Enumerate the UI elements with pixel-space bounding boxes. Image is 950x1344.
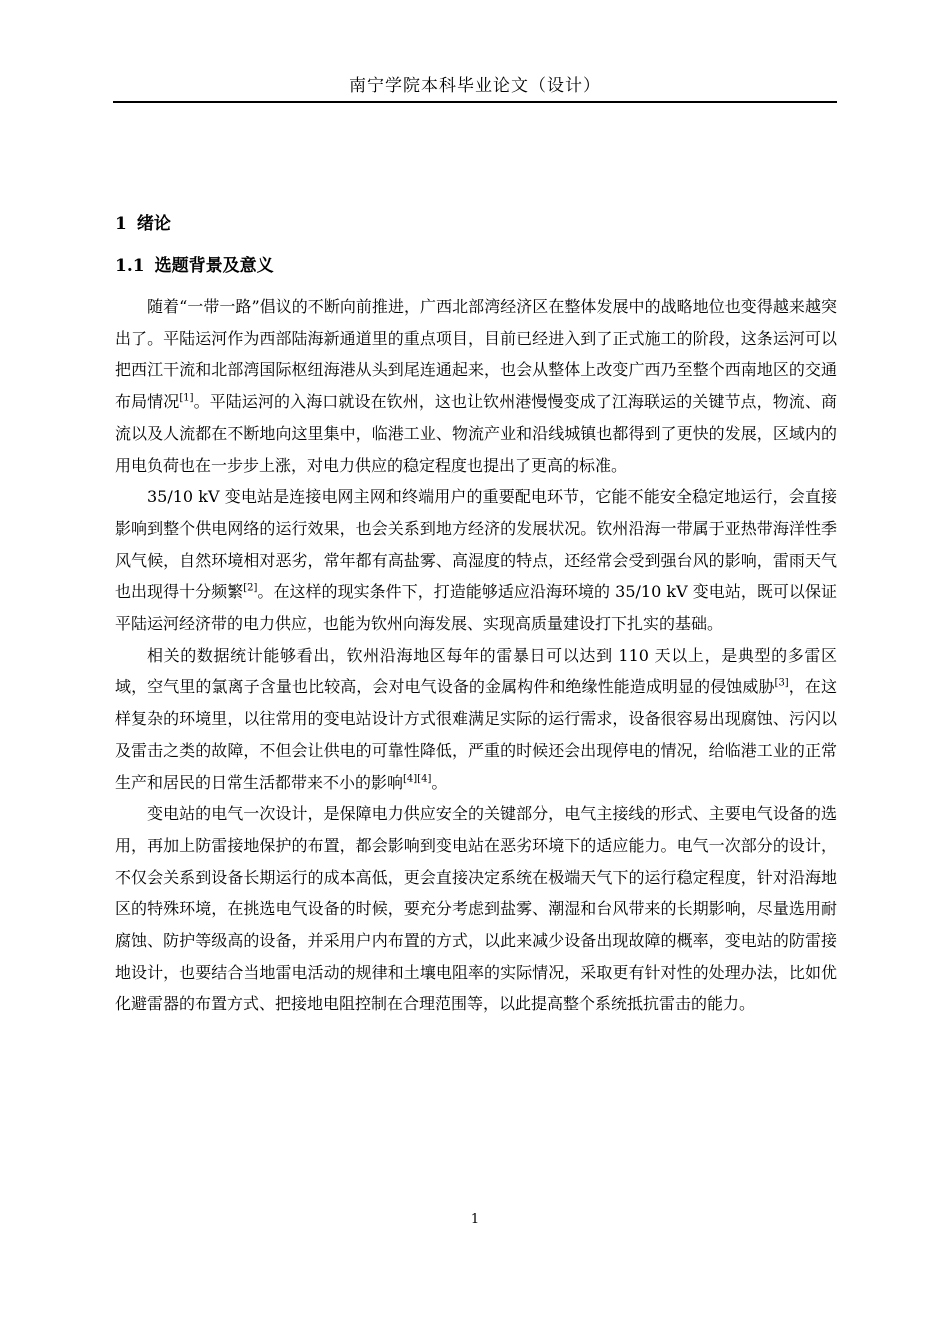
body-text — [115, 291, 837, 1020]
header-divider — [113, 101, 837, 103]
section-number: 1.1 — [115, 256, 145, 276]
paragraph-text: ，在这样复杂的环境里，以往常用的变电站设计方式很难满足实际的运行需求，设备很容易出现腐蚀、污闪以及雷击之类的故障，不但会让供电的可靠性降低，严重的时候还会出现停电的情况，给临港工业的正常生产和居民的日常生活都带来不小的影响 — [115, 677, 837, 792]
paragraph — [115, 291, 837, 481]
page-number: 1 — [470, 1212, 480, 1227]
section-title: 选题背景及意义 — [154, 256, 274, 276]
paragraph-text: 相关的数据统计能够看出，钦州沿海地区每年的雷暴日可以达到 110 天以上，是典型的多雷区域，空气里的氯离子含量也比较高，会对电气设备的金属构件和绝缘性能造成明显的侵蚀威胁 — [115, 645, 837, 697]
paragraph-text: 35/10 kV 变电站是连接电网主网和终端用户的重要配电环节，它能不能安全稳定地运行，会直接影响到整个供电网络的运行效果，也会关系到地方经济的发展状况。钦州沿海一带属于亚热带海洋性季风气候，自然环境相对恶劣，常年都有高盐雾、高湿度的特点，还经常会受到强台风的影响，雷雨天气也出现得十分频繁 — [115, 487, 837, 602]
paragraph-text: 变电站的电气一次设计，是保障电力供应安全的关键部分，电气主接线的形式、主要电气设备的选用，再加上防雷接地保护的布置，都会影响到变电站在恶劣环境下的适应能力。电气一次部分的设计，不仅会关系到设备长期运行的成本高低，更会直接决定系统在极端天气下的运行稳定程度，针对沿海地区的特殊环境，在挑选电气设备的时候，要充分考虑到盐雾、潮湿和台风带来的长期影响，尽量选用耐腐蚀、防护等级高的设备，并采用户内布置的方式，以此来减少设备出现故障的概率，变电站的防雷接地设计，也要结合当地雷电活动的规律和土壤电阻率的实际情况，采取更有针对性的处理办法，比如优化避雷器的布置方式、把接地电阻控制在合理范围等，以此提高整个系统抵抗雷击的能力。 — [115, 804, 837, 1014]
paragraph-text: 。在这样的现实条件下，打造能够适应沿海环境的 35/10 kV 变电站，既可以保证平陆运河经济带的电力供应，也能为钦州向海发展、实现高质量建设打下扎实的基础。 — [115, 582, 837, 634]
paragraph-text: 随着“一带一路”倡议的不断向前推进，广西北部湾经济区在整体发展中的战略地位也变得越来越突出了。平陆运河作为西部陆海新通道里的重点项目，目前已经进入到了正式施工的阶段，这条运河可以把西江干流和北部湾国际枢纽海港从头到尾连通起来，也会从整体上改变广西乃至整个西南地区的交通布局情况 — [115, 297, 837, 412]
paragraph-text: 。 — [431, 772, 448, 792]
paragraph-text: 。平陆运河的入海口就设在钦州，这也让钦州港慢慢变成了江海联运的关键节点，物流、商流以及人流都在不断地向这里集中，临港工业、物流产业和沿线城镇也都得到了更快的发展，区域内的用电负荷也在一步步上涨，对电力供应的稳定程度也提出了更高的标准。 — [115, 392, 837, 475]
paragraph — [115, 798, 837, 1020]
page-header-title: 南宁学院本科毕业论文（设计） — [349, 76, 601, 96]
section-heading — [115, 254, 274, 278]
citation[interactable]: [2] — [243, 583, 258, 594]
chapter-heading — [115, 212, 171, 236]
citation[interactable]: [4][4] — [403, 773, 432, 785]
chapter-number: 1 — [115, 214, 127, 234]
citation[interactable]: [1] — [179, 392, 194, 404]
paragraph — [115, 481, 837, 640]
citation[interactable]: [3] — [774, 678, 789, 690]
paragraph — [115, 640, 837, 799]
chapter-title: 绪论 — [136, 214, 171, 234]
